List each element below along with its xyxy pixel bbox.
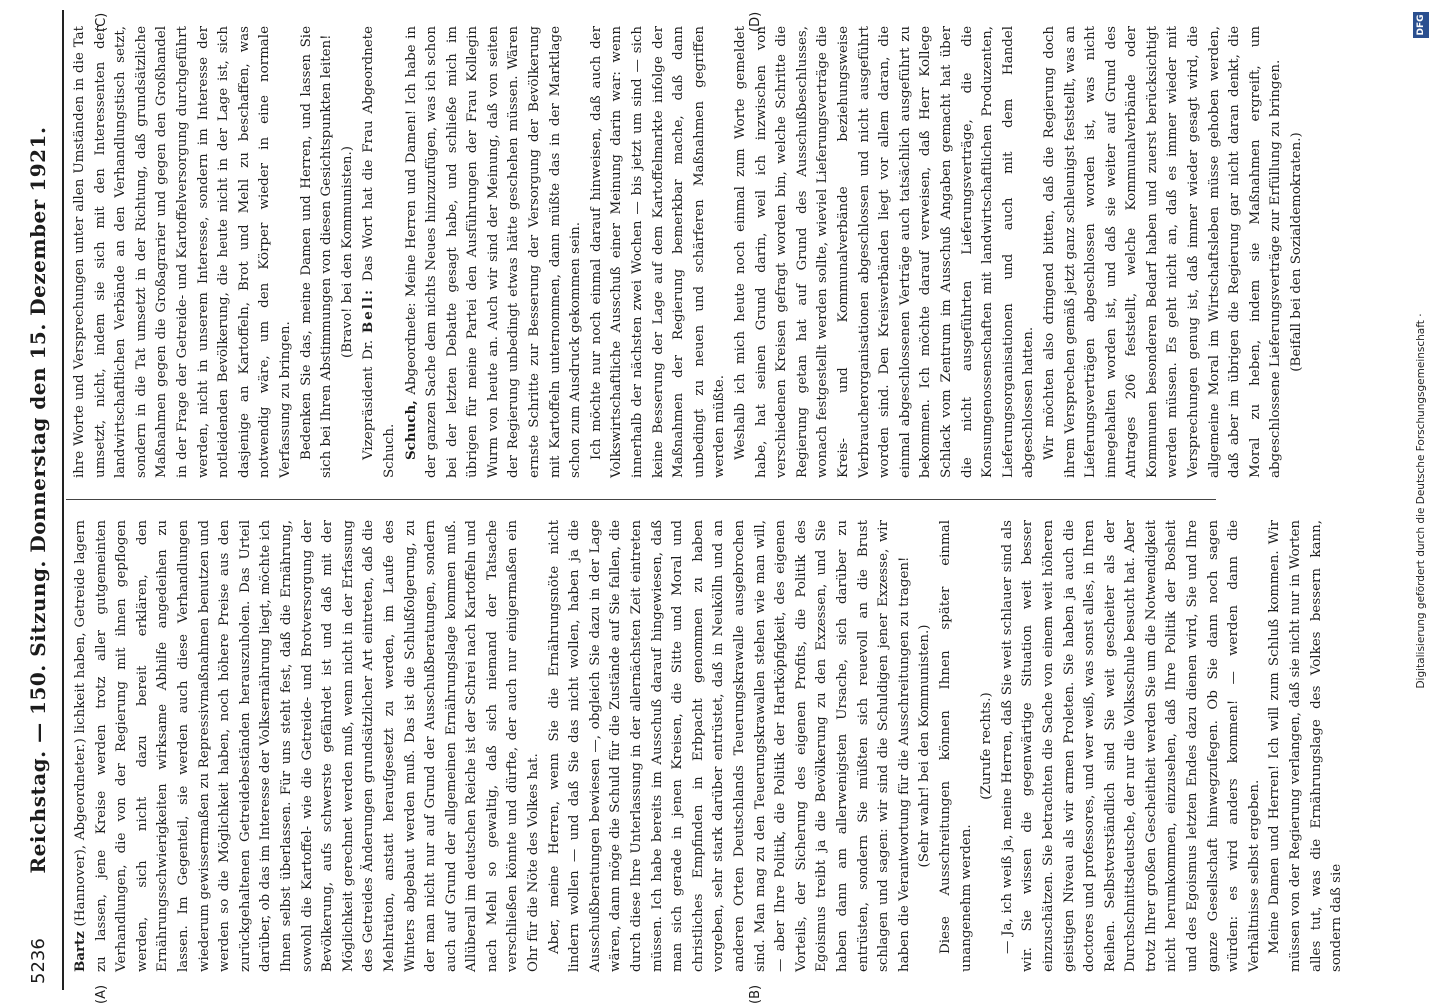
paragraph-text: Das Wort hat die Frau Abgeordnete Schuch. — [361, 26, 397, 478]
page-header — [22, 10, 64, 990]
header-title: Reichstag. — 150. Sitzung. Donnerstag den 15. Dezember 1921. — [26, 126, 50, 874]
dfg-sidebar — [1412, 8, 1430, 994]
margin-marker-b: (B) — [748, 984, 763, 1004]
rotated-sheet — [22, 10, 1422, 1004]
right-column — [70, 26, 1305, 478]
paragraph: Wir möchten also dringend bitten, daß die Regierung doch ihrem Versprechen gemäß jetzt ganz schleunigst feststellt, was an Lieferungsverträgen abgeschlossen worden ist, was nicht innegehalten worden ist, und daß sie weiter auf Grund des Antrages 206 feststellt, welche Kommunalverbände oder Kommunen besonderen Bedarf haben und zuerst berücksichtigt werden müssen. Es geht nicht an, daß es immer wieder mit Versprechungen genug ist, daß immer wieder gesagt wird, die allgemeine Moral im Wirtschaftsleben müsse gehoben werden, daß aber im übrigen die Regierung gar nicht daran denkt, die Moral zu heben, indem sie Maßnahmen ergreift, um abgeschlossene Lieferungsverträge zur Erfüllung zu bringen. — [1041, 26, 1284, 478]
paragraph — [358, 26, 400, 478]
paragraph: Ich möchte nur noch einmal darauf hinweisen, daß auch der Volkswirtschaftliche Ausschuß einer Meinung darin war: wenn innerhalb der nächsten zwei Wochen — bis jetzt um sind — sich keine Besserung der Lage auf dem Kartoffelmarkte infolge der Maßnahmen der Regierung bemerkbar mache, daß dann unbedingt zu neuen und schärferen Maßnahmen gegriffen werden müßte. — [588, 26, 728, 478]
paragraph: Weshalb ich mich heute noch einmal zum Worte gemeldet habe, hat seinen Grund darin, weil ich inzwischen von verschiedenen Kreisen gefragt worden bin, welche Schritte die Regierung getan hat auf Grund des Ausschußbeschlusses, wonach festgestellt werden sollte, wieviel Lieferungsverträge die Kreis- und Kommunalverbände beziehungsweise Verbraucherorganisationen abgeschlossen und nicht ausgeführt worden sind. Den Kreisverbänden liegt vor allem daran, die einmal abgeschlossenen Verträge auch tatsächlich ausgeführt zu bekommen. Ich möchte darauf verweisen, daß Herr Kollege Schlack vom Zentrum im Ausschuß Angaben gemacht hat über die nicht ausgeführten Lieferungsverträge, die die Konsumgenossenschaften mit landwirtschaftlichen Produzenten, Lieferungsorganisationen und auch mit dem Handel abgeschlossen hatten. — [733, 26, 1037, 478]
paragraph — [401, 26, 587, 478]
paragraph: Meine Damen und Herren! Ich will zum Schluß kommen. Wir müssen von der Regierung verlangen, daß sie nicht nur in Worten alles tut, was die Ernährungslage des Volkes bessern kann, sondern daß sie — [1267, 520, 1345, 972]
paragraph: Diese Ausschreitungen können Ihnen später einmal unangenehm werden. — [937, 520, 974, 972]
interjection: (Bravo! bei den Kommunisten.) — [339, 145, 355, 359]
speaker-name: Schuch, — [402, 400, 419, 460]
margin-marker-a: (A) — [94, 984, 109, 1004]
page-number: 5236 — [28, 938, 49, 984]
paragraph: — Ja, ich weiß ja, meine Herren, daß Sie weit schlauer sind als wir. Sie wissen die gegenwärtige Situation weit besser einzuschätzen. Sie betrachten die Sache von einem weit höheren geistigen Niveau als wir armen Proleten. Sie haben ja auch die doctores und professores, und wer weiß, was sonst alles, in Ihren Reihen. Selbstverständlich sind Sie weit gescheiter als der Durchschnittsdeutsche, der nur die Volksschule besucht hat. Aber trotz Ihrer großen Gescheitheit werden Sie um die Notwendigkeit nicht herumkommen, einzusehen, daß Ihre Politik der Bosheit und des Egoismus letzten Endes dazu dienen wird, Sie und Ihre ganze Gesellschaft hinwegzufegen. Ob Sie dann noch sagen würden: es wird anders kommen! — werden dann die Verhältnisse selbst ergeben. — [999, 520, 1262, 972]
paragraph: Bedenken Sie das, meine Damen und Herren, und lassen Sie sich bei Ihren Abstimmungen von diesen Gesichtspunkten leiten! — [298, 26, 335, 478]
margin-marker-c: (C) — [94, 12, 109, 32]
interjection: (Zurufe rechts.) — [979, 692, 995, 800]
paragraph-text: Abgeordnete: Meine Herren und Damen! Ich habe in der ganzen Sache dem nichts Neues hinzuzufügen, was ich schon bei der letzten Debatte gesagt habe, und schließe mich im übrigen für meine Partei den Ausführungen der Frau Kollegin Wurm von heute an. Auch wir sind der Meinung, daß von seiten der Regierung unbedingt etwas hätte geschehen müssen. Wären ernste Schritte zur Besserung der Versorgung der Bevölkerung mit Kartoffeln unternommen, dann müßte das in der Marktlage schon zum Ausdruck gekommen sein. — [403, 26, 584, 478]
interjection: (Sehr wahr! bei den Kommunisten.) — [917, 624, 933, 868]
margin-marker-d: (D) — [748, 11, 763, 32]
paragraph — [70, 520, 545, 972]
left-column — [70, 520, 1345, 972]
dfg-logo — [1413, 12, 1429, 38]
dfg-logo-text: DFG — [1416, 14, 1426, 36]
chair-title: Vizepräsident Dr. — [361, 339, 377, 460]
speaker-name: Bartz — [72, 931, 88, 972]
digitization-credit: Digitalisierung gefördert durch die Deutsche Forschungsgemeinschaft · — [1415, 313, 1427, 689]
paragraph-text: (Hannover), Abgeordneter.) lichkeit haben, Getreide lagern zu lassen, jene Kreise werden trotz aller gutgemeinten Verhandlungen, die von der Regierung mit ihnen gepflogen werden, sich nicht dazu bereit erklären, den Ernährungsschwierigkeiten wirksame Abhilfe angedeihen zu lassen. Im Gegenteil, sie werden auch diese Verhandlungen wiederum gewissermaßen zu Repressivmaßnahmen benutzen und werden so die Möglichkeit haben, noch höhere Preise aus den zurückgehaltenen Getreidebeständen herauszuholen. Das Urteil darüber, ob das im Interesse der Volksernährung liegt, möchte ich Ihnen selbst überlassen. Für uns steht fest, daß die Ernährung, sowohl die Kartoffel- wie die Getreide- und Brotversorgung der Bevölkerung, aufs schwerste gefährdet ist und daß mit der Möglichkeit gerechnet werden muß, wenn nicht in der Erfassung des Getreides Änderungen grundsätzlicher Art eintreten, daß die Mehlration, anstatt heraufgesetzt zu werden, im Laufe des Winters abgebaut werden muß. Das ist die Schlußfolgerung, zu der man nicht nur auf Grund der Ausschußberatungen, sondern auch auf Grund der allgemeinen Ernährungslage kommen muß. Allüberall im deutschen Reiche ist der Schrei nach Kartoffeln und nach Mehl so gewaltig, daß sich niemand der Tatsache verschließen könnte und dürfte, der auch nur einigermaßen ein Ohr für die Nöte des Volkes hat. — [73, 520, 542, 972]
paragraph: Aber, meine Herren, wenn Sie die Ernährungsnöte nicht lindern wollen — und daß Sie das nicht wollen, haben ja die Ausschußberatungen bewiesen —, obgleich Sie dazu in der Lage wären, dann möge die Schuld für die Zustände auf Sie fallen, die durch diese Ihre Unterlassung in der allernächsten Zeit eintreten müssen. Ich habe bereits im Ausschuß darauf hingewiesen, daß man sich gerade in jenen Kreisen, die Sitte und Moral und christliches Empfinden in Erbpacht genommen zu haben vorgeben, sehr stark darüber entrüstet, daß in Neukölln und an anderen Orten Deutschlands Teuerungskrawalle ausgebrochen sind. Man mag zu den Teuerungskrawallen stehen wie man will, — aber Ihre Politik, die Politik der Hartköpfigkeit, des eigenen Vorteils, der Sicherung des eigenen Profits, die Politik des Egoismus treibt ja die Bevölkerung zu den Exzessen, und Sie haben dann am allerwenigsten Ursache, sich darüber zu entrüsten, sondern Sie müßten sich reuevoll an die Brust schlagen und sagen: wir sind die Schuldigen jener Exzesse, wir haben die Verantwortung für die Ausschreitungen zu tragen! — [546, 520, 912, 972]
paragraph: ihre Worte und Versprechungen unter allen Umständen in die Tat umsetzt, nicht, indem sie sich mit den Interessenten der landwirtschaftlichen Verbände an den Verhandlungstisch setzt, sondern in die Tat umsetzt in der Richtung, daß grundsätzliche Maßnahmen gegen die Großagrarier und gegen den Großhandel in der Frage der Getreide- und Kartoffelversorgung durchgeführt werden, nicht in unserem Interesse, sondern im Interesse der notleidenden Bevölkerung, die heute nicht in der Lage ist, sich dasjenige an Kartoffeln, Brot und Mehl zu beschaffen, was notwendig wäre, um den Körper wieder in eine normale Verfassung zu bringen. — [72, 26, 293, 478]
interjection: (Beifall bei den Sozialdemokraten.) — [1289, 132, 1305, 372]
chair-name: Bell: — [360, 288, 377, 334]
column-divider — [66, 499, 1216, 500]
